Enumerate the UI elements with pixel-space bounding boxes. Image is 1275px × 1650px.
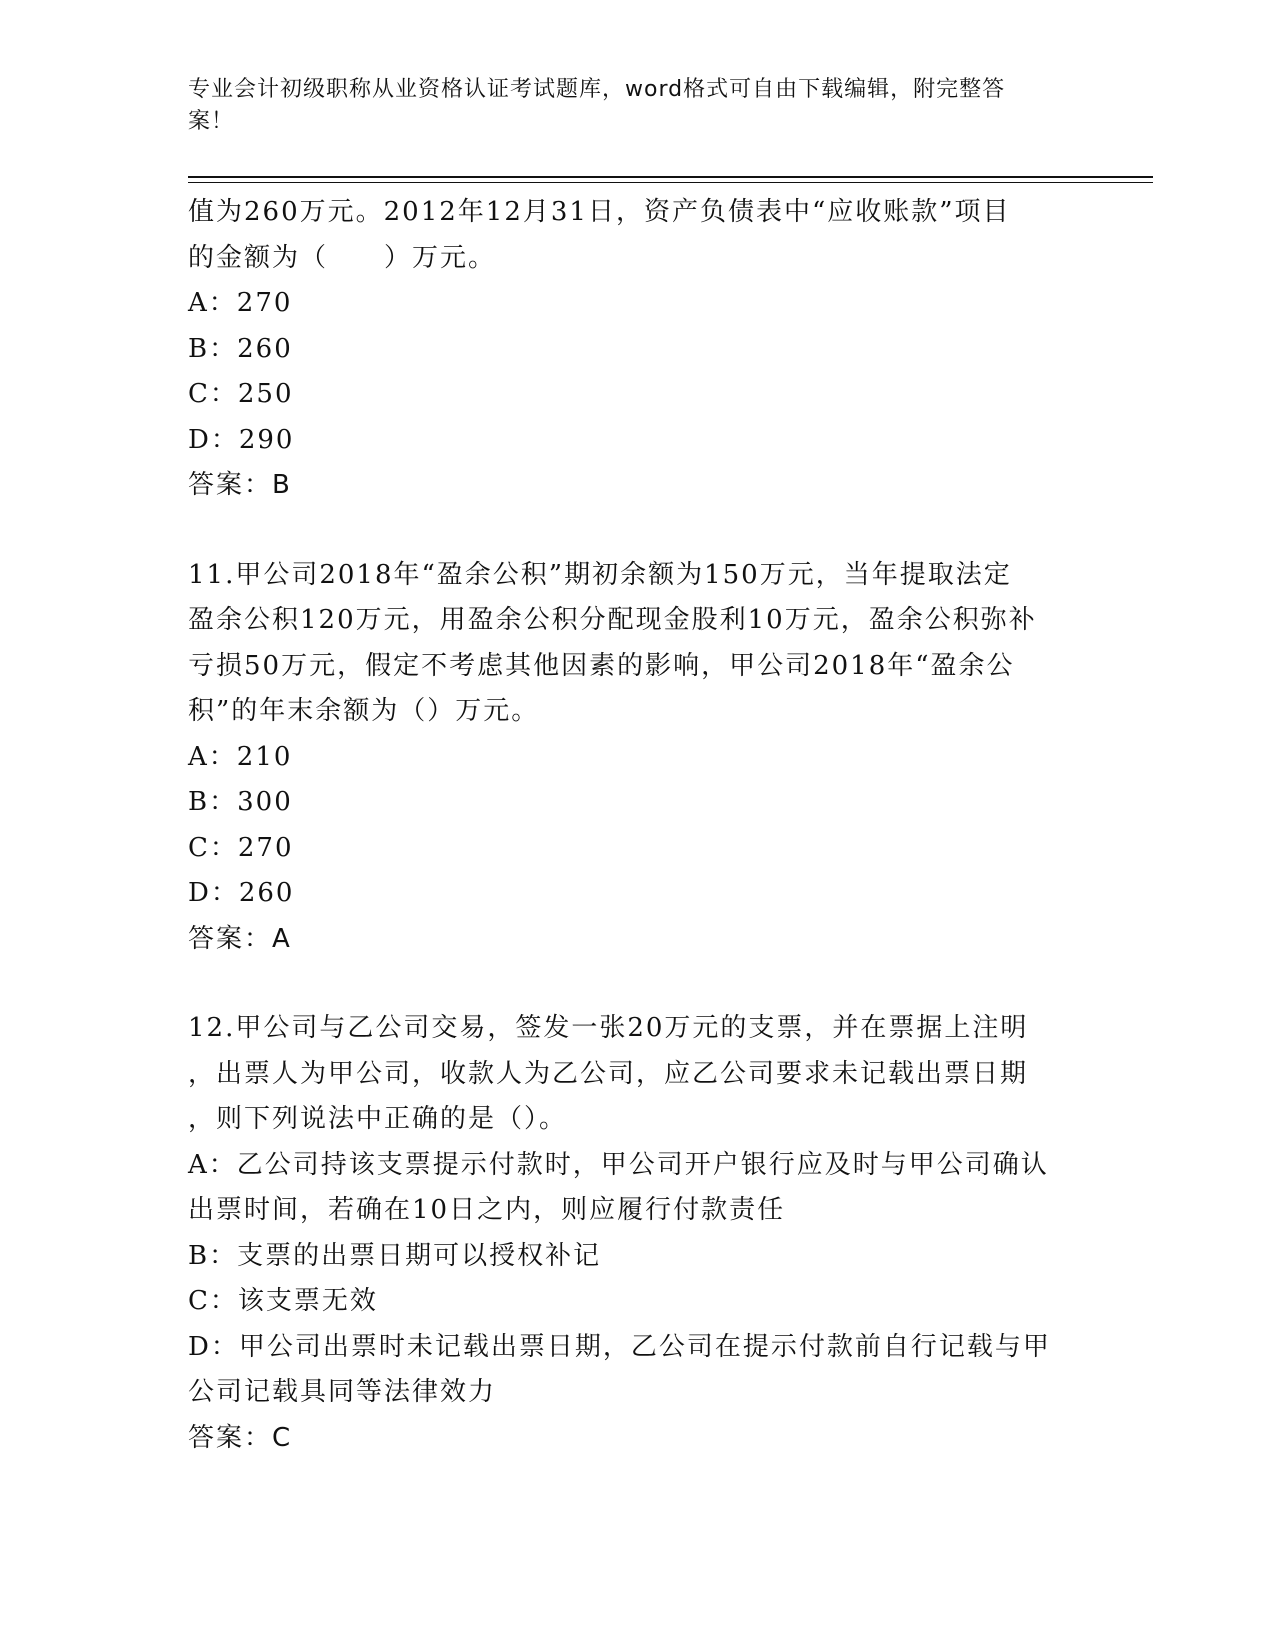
- header-line-1: 专业会计初级职称从业资格认证考试题库，word格式可自由下载编辑，附完整答: [188, 77, 1006, 102]
- question-text-line: 12.甲公司与乙公司交易，签发一张20万元的支票，并在票据上注明: [188, 1013, 1029, 1043]
- option-a-continued: 出票时间，若确在10日之内，则应履行付款责任: [188, 1195, 786, 1225]
- question-text-line: 的金额为（ ）万元。: [188, 242, 497, 273]
- header-line-2: 案！: [188, 109, 235, 134]
- option-b: B：支票的出票日期可以授权补记: [188, 1240, 602, 1271]
- answer-line: 答案：B: [188, 470, 292, 500]
- option-d-continued: 公司记载具同等法律效力: [188, 1377, 497, 1407]
- question-spacer: [188, 962, 1088, 1006]
- option-d: D：260: [188, 878, 295, 908]
- answer-line: 答案：C: [188, 1422, 293, 1453]
- question-content: [188, 190, 1088, 1461]
- question-text-line: 11.甲公司2018年“盈余公积”期初余额为150万元，当年提取法定: [188, 559, 1012, 590]
- option-c: C：该支票无效: [188, 1286, 378, 1316]
- option-d: D：甲公司出票时未记载出票日期，乙公司在提示付款前自行记载与甲: [188, 1331, 1051, 1362]
- question-11: [188, 553, 1088, 963]
- question-12: [188, 1006, 1088, 1461]
- question-text-line: 亏损50万元，假定不考虑其他因素的影响，甲公司2018年“盈余公: [188, 650, 1015, 681]
- answer-line: 答案：A: [188, 923, 292, 954]
- option-b: B：260: [188, 333, 293, 364]
- question-text-line: ，则下列说法中正确的是（）。: [188, 1104, 568, 1134]
- question-text-line: 值为260万元。2012年12月31日，资产负债表中“应收账款”项目: [188, 197, 1011, 227]
- option-d: D：290: [188, 424, 295, 455]
- option-a: A：270: [188, 288, 293, 318]
- option-a: A：乙公司持该支票提示付款时，甲公司开户银行应及时与甲公司确认: [188, 1149, 1049, 1180]
- option-b: B：300: [188, 787, 293, 817]
- option-a: A：210: [188, 741, 293, 772]
- question-text-line: 积”的年末余额为（）万元。: [188, 696, 540, 726]
- question-text-line: ，出票人为甲公司，收款人为乙公司，应乙公司要求未记载出票日期: [188, 1058, 1029, 1089]
- header-rule-thin: [188, 182, 1153, 183]
- page-header: [188, 74, 1068, 138]
- option-c: C：250: [188, 379, 294, 409]
- question-text-line: 盈余公积120万元，用盈余公积分配现金股利10万元，盈余公积弥补: [188, 605, 1037, 635]
- option-c: C：270: [188, 832, 294, 863]
- question-10: [188, 190, 1088, 509]
- header-rule-thick: [188, 176, 1153, 178]
- question-spacer: [188, 509, 1088, 553]
